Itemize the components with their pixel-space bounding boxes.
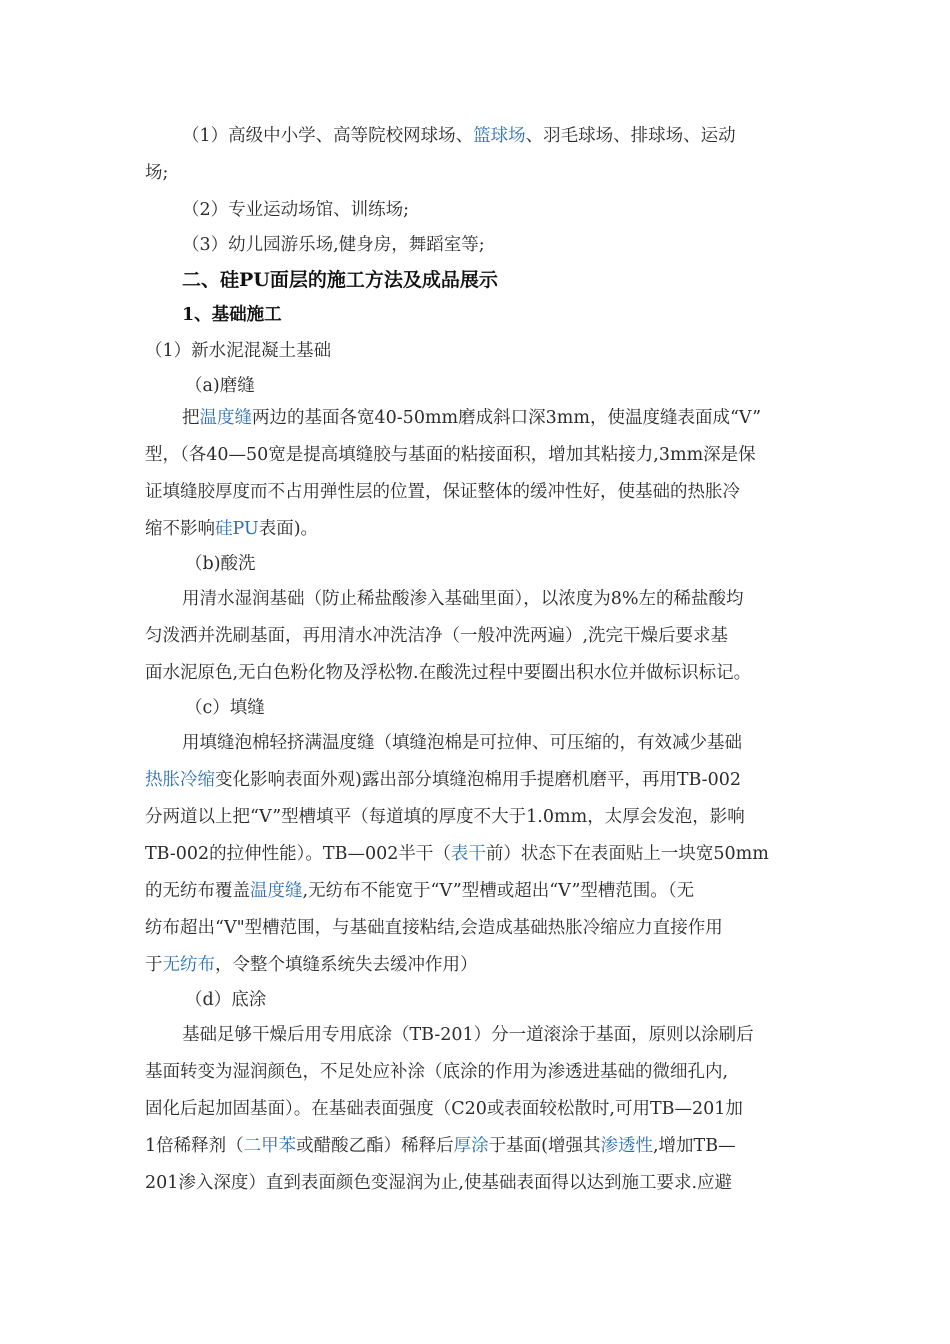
paragraph-line: TB-002的拉伸性能）。TB—002半干（表干前）状态下在表面贴上一块宽50mm [145,844,769,864]
paragraph-line: 热胀冷缩变化影响表面外观)露出部分填缝泡棉用手提磨机磨平，再用TB-002 [145,770,741,790]
link-permeability[interactable]: 渗透性 [600,1136,653,1156]
list-item-3: （3）幼儿园游乐场,健身房，舞蹈室等; [182,235,485,255]
link-thermal-expansion[interactable]: 热胀冷缩 [145,770,215,790]
link-nonwoven-fabric[interactable]: 无纺布 [162,955,215,975]
paragraph-line: 把温度缝两边的基面各宽40-50mm磨成斜口深3mm，使温度缝表面成“V” [182,408,762,428]
subsection-heading: 1、基础施工 [182,305,282,325]
paragraph-line: 201渗入深度）直到表面颜色变湿润为止,使基础表面得以达到施工要求.应避 [145,1173,733,1193]
paragraph-line: 的无纺布覆盖温度缝,无纺布不能宽于“V”型槽或超出“V”型槽范围。（无 [145,881,695,901]
paragraph-line: 型，（各40—50宽是提高填缝胶与基面的粘接面积，增加其粘接力,3mm深是保 [145,445,756,465]
list-item-2: （2）专业运动场馆、训练场; [182,200,410,220]
paragraph-line: 基面转变为湿润颜色，不足处应补涂（底涂的作用为渗透进基础的微细孔内, [145,1062,729,1082]
paragraph-line: 基础足够干燥后用专用底涂（TB-201）分一道滚涂于基面，原则以涂刷后 [182,1025,754,1045]
paragraph-line: 用填缝泡棉轻挤满温度缝（填缝泡棉是可拉伸、可压缩的，有效减少基础 [182,733,742,753]
section-heading: 二、硅PU面层的施工方法及成品展示 [182,269,498,291]
step-heading-b: （b)酸洗 [185,554,256,574]
link-temperature-joint-2[interactable]: 温度缝 [250,881,303,901]
paragraph-line: 缩不影响硅PU表面)。 [145,519,319,539]
list-item-1: （1）高级中小学、高等院校网球场、篮球场、羽毛球场、排球场、运动 [182,126,736,146]
sub-heading: （1）新水泥混凝土基础 [145,341,332,361]
link-temperature-joint[interactable]: 温度缝 [199,408,252,428]
step-heading-d: （d）底涂 [185,990,267,1010]
step-heading-a: （a)磨缝 [185,376,255,396]
paragraph-line: 1倍稀释剂（二甲苯或醋酸乙酯）稀释后厚涂于基面(增强其渗透性,增加TB— [145,1136,736,1156]
paragraph-line: 用清水湿润基础（防止稀盐酸渗入基础里面），以浓度为8%左的稀盐酸均 [182,589,744,609]
paragraph-line: 固化后起加固基面）。在基础表面强度（C20或表面较松散时,可用TB—201加 [145,1099,743,1119]
paragraph-line: 证填缝胶厚度而不占用弹性层的位置，保证整体的缓冲性好，使基础的热胀冷 [145,482,740,502]
link-surface-dry[interactable]: 表干 [450,844,486,864]
paragraph-line: 匀泼洒并洗刷基面，再用清水冲洗洁净（一般冲洗两遍）,洗完干燥后要求基 [145,626,729,646]
paragraph-line: 于无纺布，令整个填缝系统失去缓冲作用） [145,955,478,975]
paragraph-line: 纺布超出“V"型槽范围，与基础直接粘结,会造成基础热胀冷缩应力直接作用 [145,918,723,938]
paragraph-line: 分两道以上把“V”型槽填平（每道填的厚度不大于1.0mm，太厚会发泡，影响 [145,807,745,827]
paragraph-line: 面水泥原色,无白色粉化物及浮松物.在酸洗过程中要圈出积水位并做标识标记。 [145,663,752,683]
link-basketball-court[interactable]: 篮球场 [473,126,526,146]
link-thick-coat[interactable]: 厚涂 [453,1136,489,1156]
step-heading-c: （c）填缝 [185,698,265,718]
link-xylene[interactable]: 二甲苯 [243,1136,297,1156]
paragraph-line: 场; [145,163,169,183]
link-silicon-pu[interactable]: 硅PU [215,519,259,539]
